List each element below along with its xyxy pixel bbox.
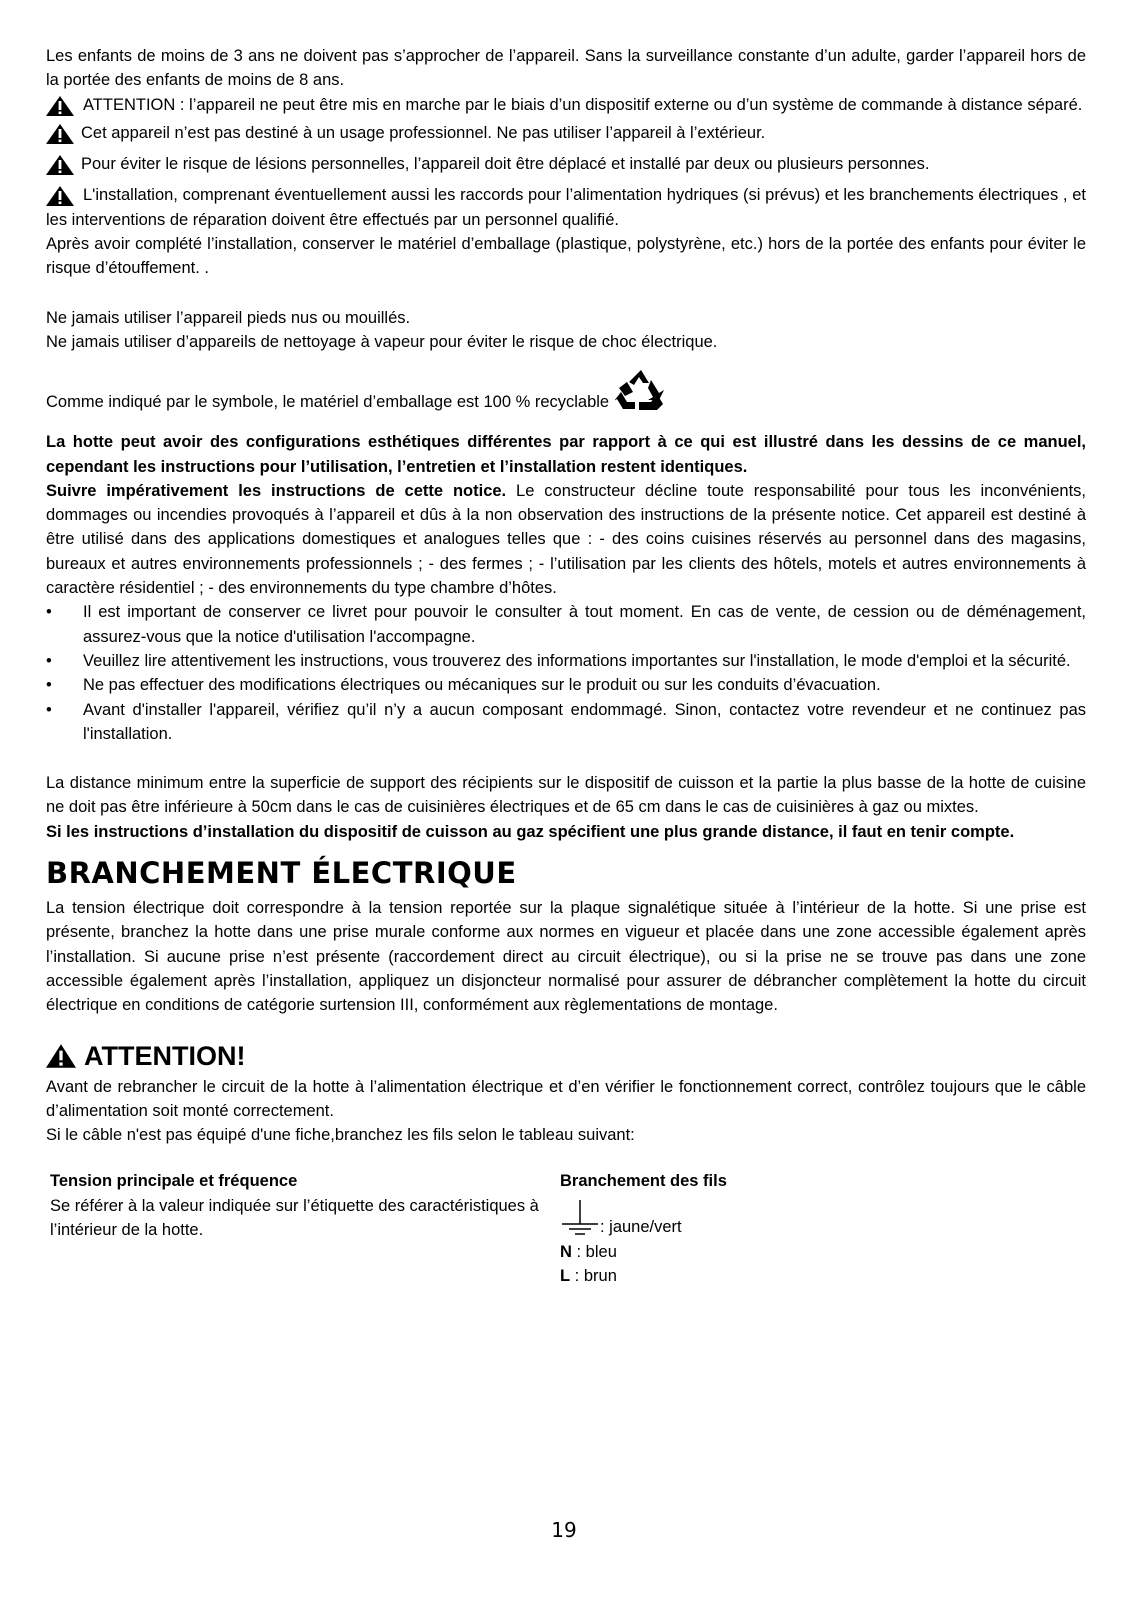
earth-wire-label: : jaune/vert xyxy=(600,1218,682,1237)
responsibility-text: Le constructeur décline toute responsabilité pour tous les inconvénients, dommages ou incendies provoqués à l’appareil et dûs à la non observation des instructions de la présente notice. Cet appareil est destiné à être utilisé dans des applications domestiques et analogues telles que : - des coins cuisines réservés au personnel dans des magasins, bureaux et autres environnements professionnels ; - des fermes ; - l’utilisation par les clients des hôtels, motels et autres environnements à caractère résidentiel ; - des environnements du type chambre d’hôtes. xyxy=(46,481,1086,598)
warning-triangle-icon xyxy=(46,155,74,175)
bullet-icon: • xyxy=(46,603,52,622)
wiring-table xyxy=(46,1169,1086,1288)
wiring-table-col-wires xyxy=(560,1169,860,1288)
neutral-wire-row xyxy=(560,1240,860,1264)
safety-bullet-list xyxy=(46,600,1086,746)
earth-wire-row xyxy=(560,1198,860,1240)
table-header-wires: Branchement des fils xyxy=(560,1172,727,1191)
never-steam-text: Ne jamais utiliser d’appareils de nettoyage à vapeur pour éviter le risque de choc électrique. xyxy=(46,332,718,351)
bullet-icon: • xyxy=(46,676,52,695)
earth-ground-icon xyxy=(560,1198,600,1240)
manual-page xyxy=(46,44,1086,1288)
live-label: : brun xyxy=(570,1266,617,1285)
live-key: L xyxy=(560,1266,571,1285)
neutral-key: N xyxy=(560,1242,572,1261)
minimum-distance-text: La distance minimum entre la superficie de support des récipients sur le dispositif de cuisson et la partie la plus basse de la hotte de cuisine ne doit pas être inférieure à 50cm dans le cas de cuisinières électriques et de 65 cm dans le cas de cuisinières à gaz ou mixtes. xyxy=(46,774,1086,817)
warning-triangle-icon xyxy=(46,1044,76,1068)
warning-qualified-personnel xyxy=(46,183,1086,232)
follow-instructions-bold: Suivre impérativement les instructions de cette notice. xyxy=(46,481,507,500)
neutral-label: : bleu xyxy=(571,1242,617,1261)
warning-text: Cet appareil n’est pas destiné à un usage professionnel. Ne pas utiliser l’appareil à l’extérieur. xyxy=(81,123,766,142)
packaging-notice: Après avoir complété l’installation, conserver le matériel d’emballage (plastique, polystyrène, etc.) hors de la portée des enfants pour éviter le risque d’étouffement. . xyxy=(46,235,1086,278)
recycle-text: Comme indiqué par le symbole, le matériel d’emballage est 100 % recyclable xyxy=(46,392,610,411)
never-barefoot-text: Ne jamais utiliser l’appareil pieds nus ou mouillés. xyxy=(46,308,411,327)
responsibility-paragraph xyxy=(46,479,1086,600)
list-item xyxy=(46,698,1086,747)
electrical-connection-text: La tension électrique doit correspondre à la tension reportée sur la plaque signalétique située à l’intérieur de la hotte. Si une prise est présente, branchez la hotte dans une prise murale conforme aux normes en vigueur et placée dans une zone accessible également après l’installation. Si aucune prise n’est présente (raccordement direct au circuit électrique), ou si la prise ne se trouve pas dans une zone accessible également après l’installation, appliquez un disjoncteur normalisé pour assurer de débrancher complètement la hotte du circuit électrique en conditions de catégorie surtension III, conformément aux règlementations de montage. xyxy=(46,899,1086,1015)
warning-professional-use xyxy=(46,121,1086,145)
warning-triangle-icon xyxy=(46,186,74,206)
wiring-table-col-voltage xyxy=(50,1169,560,1288)
list-item-text: Ne pas effectuer des modifications électriques ou mécaniques sur le produit ou sur les conduits d’évacuation. xyxy=(83,676,881,695)
warning-triangle-icon xyxy=(46,96,74,116)
section-title-electrical: BRANCHEMENT ÉLECTRIQUE xyxy=(46,856,517,891)
list-item-text: Veuillez lire attentivement les instructions, vous trouverez des informations importantes sur l'installation, le mode d'emploi et la sécurité. xyxy=(83,651,1071,670)
list-item xyxy=(46,600,1086,649)
table-header-voltage: Tension principale et fréquence xyxy=(50,1172,298,1191)
list-item xyxy=(46,673,1086,697)
recycle-icon xyxy=(615,368,667,412)
recycle-line xyxy=(46,368,1086,414)
attention-heading xyxy=(46,1040,1086,1072)
warning-text: L'installation, comprenant éventuellement aussi les raccords pour l’alimentation hydriques (si prévus) et les branchements électriques , et les interventions de réparation doivent être effectués par un personnel qualifié. xyxy=(46,186,1086,229)
live-wire-row xyxy=(560,1264,860,1288)
page-number: 19 xyxy=(551,1518,577,1542)
warning-text: ATTENTION : l’appareil ne peut être mis en marche par le biais d’un dispositif externe ou d’un système de commande à distance séparé. xyxy=(83,95,1083,114)
warning-remote-control xyxy=(46,93,1086,117)
wiring-instruction-text: Si le câble n'est pas équipé d'une fiche,branchez les fils selon le tableau suivant: xyxy=(46,1126,635,1145)
attention-title: ATTENTION! xyxy=(84,1040,246,1071)
bullet-icon: • xyxy=(46,700,52,719)
list-item xyxy=(46,649,1086,673)
warning-installation-persons xyxy=(46,152,1086,176)
configuration-notice: La hotte peut avoir des configurations esthétiques différentes par rapport à ce qui est illustré dans les dessins de ce manuel, cependant les instructions pour l’utilisation, l’entretien et l’installation restent identiques. xyxy=(46,433,1086,476)
gas-distance-notice: Si les instructions d’installation du dispositif de cuisson au gaz spécifient une plus grande distance, il faut en tenir compte. xyxy=(46,822,1015,841)
list-item-text: Il est important de conserver ce livret pour pouvoir le consulter à tout moment. En cas de vente, de cession ou de déménagement, assurez-vous que la notice d'utilisation l'accompagne. xyxy=(83,603,1086,646)
voltage-reference-text: Se référer à la valeur indiquée sur l’étiquette des caractéristiques à l’intérieur de la hotte. xyxy=(50,1196,539,1239)
warning-text: Pour éviter le risque de lésions personnelles, l’appareil doit être déplacé et installé par deux ou plusieurs personnes. xyxy=(81,155,930,174)
children-warning-text: Les enfants de moins de 3 ans ne doivent pas s’approcher de l’appareil. Sans la surveillance constante d’un adulte, garder l’appareil hors de la portée des enfants de moins de 8 ans. xyxy=(46,47,1086,90)
warning-triangle-icon xyxy=(46,124,74,144)
attention-text: Avant de rebrancher le circuit de la hotte à l’alimentation électrique et d’en vérifier le fonctionnement correct, contrôlez toujours que le câble d’alimentation soit monté correctement. xyxy=(46,1077,1086,1120)
bullet-icon: • xyxy=(46,651,52,670)
list-item-text: Avant d'installer l'appareil, vérifiez qu’il n’y a aucun composant endommagé. Sinon, contactez votre revendeur et ne continuez pas l'installation. xyxy=(83,700,1086,743)
